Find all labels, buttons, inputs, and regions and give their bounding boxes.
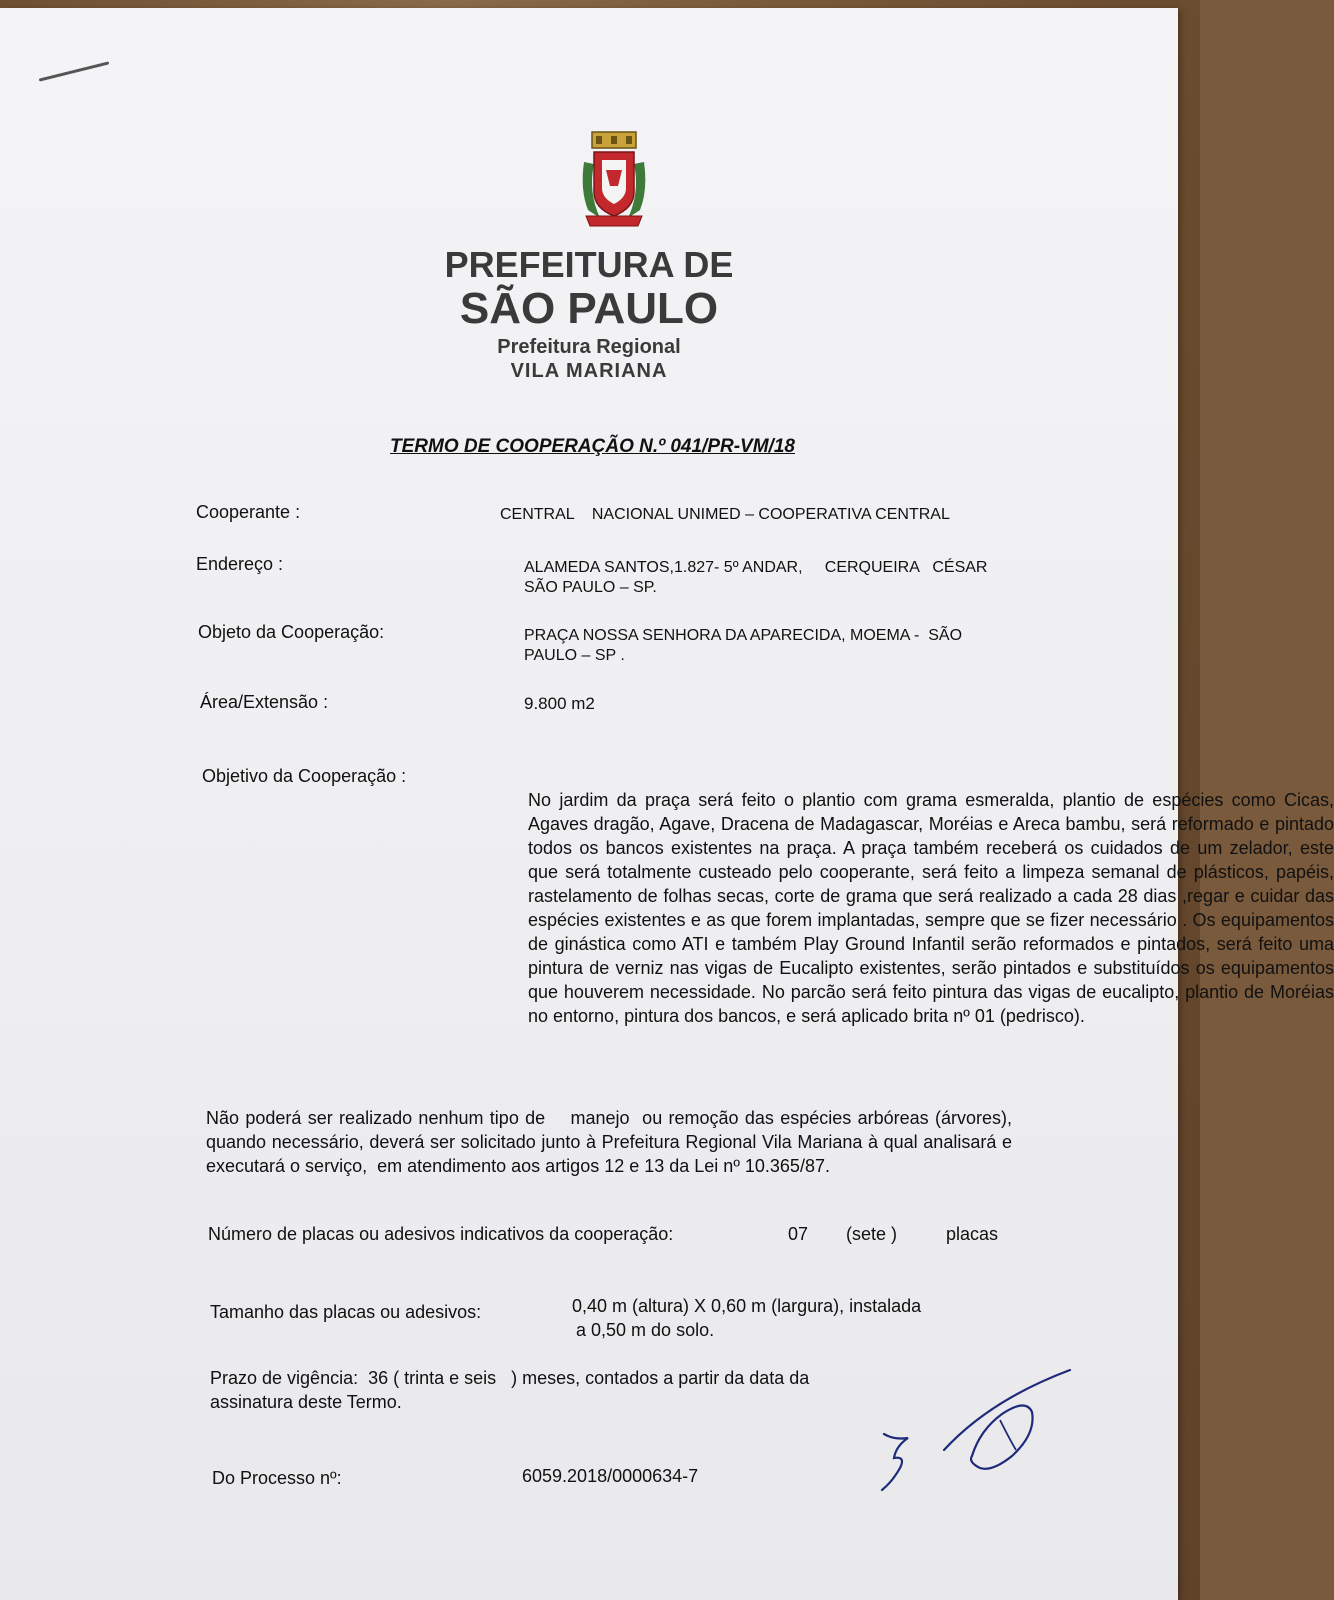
- logo-title-line2: SÃO PAULO: [459, 284, 719, 333]
- placas-tamanho-value-line1: 0,40 m (altura) X 0,60 m (largura), instalada: [572, 1296, 922, 1316]
- prazo-line2: assinatura deste Termo.: [210, 1392, 402, 1412]
- area-label: Área/Extensão :: [200, 692, 329, 712]
- objeto-label: Objeto da Cooperação:: [198, 622, 385, 642]
- document-title: TERMO DE COOPERAÇÃO N.º 041/PR-VM/18: [390, 436, 795, 457]
- endereco-value-line2: SÃO PAULO – SP.: [524, 579, 657, 596]
- objetivo-label: Objetivo da Cooperação :: [202, 766, 407, 786]
- cooperante-value: CENTRAL NACIONAL UNIMED – COOPERATIVA CENTRAL: [500, 506, 950, 523]
- pen-mark: [39, 61, 110, 81]
- sao-paulo-coat-of-arms-icon: [578, 130, 650, 234]
- cooperante-label: Cooperante :: [196, 502, 301, 522]
- objetivo-paragraph-1: No jardim da praça será feito o plantio com grama esmeralda, plantio de espécies como Cicas, Agaves dragão, Agave, Dracena de Madagascar, Moréias e Areca bambu, será reformado e pintado todos os bancos existentes na praça. A praça também receberá os cuidados de um zelador, este que será totalmente custeado pelo cooperante, será feito a limpeza semanal de plásticos, papéis, rastelamento de folhas secas, corte de grama que será realizado a cada 28 dias ,regar e cuidar das espécies existentes e as que forem implantadas, sempre que se fizer necessário . Os equipamentos de ginástica como ATI e também Play Ground Infantil serão reformados e pintados, será feito uma pintura de verniz nas vigas de Eucalipto existentes, serão pintados e substituídos os equipamentos que houverem necessidade. No parcão será feito pintura das vigas de eucalipto, plantio de Moréias no entorno, pintura dos bancos, e será aplicado brita nº 01 (pedrisco).: [528, 790, 1334, 1026]
- endereco-label: Endereço :: [196, 554, 284, 574]
- placas-numero-unit: placas: [946, 1224, 999, 1244]
- placas-tamanho-value-line2: a 0,50 m do solo.: [576, 1320, 715, 1340]
- endereco-value-line1: ALAMEDA SANTOS,1.827- 5º ANDAR, CERQUEIRA CÉSAR: [524, 559, 988, 576]
- processo-value: 6059.2018/0000634-7: [522, 1466, 699, 1486]
- placas-numero-extenso: (sete ): [846, 1224, 898, 1244]
- logo-subtitle-line2: VILA MARIANA: [510, 360, 668, 382]
- objetivo-paragraph-2: Não poderá ser realizado nenhum tipo de manejo ou remoção das espécies arbóreas (árvores), quando necessário, deverá ser solicitado junto à Prefeitura Regional Vila Mariana à qual analisará e executará o serviço, em atendimento aos artigos 12 e 13 da Lei nº 10.365/87.: [206, 1108, 1018, 1176]
- placas-tamanho-label: Tamanho das placas ou adesivos:: [210, 1302, 482, 1322]
- placas-numero-label: Número de placas ou adesivos indicativos da cooperação:: [208, 1224, 674, 1244]
- objeto-value-line2: PAULO – SP .: [524, 647, 625, 664]
- objeto-value-line1: PRAÇA NOSSA SENHORA DA APARECIDA, MOEMA - SÃO: [524, 627, 963, 644]
- prazo-line1: Prazo de vigência: 36 ( trinta e seis ) meses, contados a partir da data da: [210, 1368, 810, 1388]
- processo-label: Do Processo nº:: [212, 1468, 342, 1488]
- handwritten-signature: [860, 1360, 1090, 1520]
- area-value: 9.800 m2: [524, 694, 595, 713]
- placas-numero-value: 07: [788, 1224, 809, 1244]
- document-page: [0, 8, 1334, 1600]
- logo-title-line1: PREFEITURA DE: [444, 244, 734, 285]
- logo-subtitle-line1: Prefeitura Regional: [497, 336, 681, 358]
